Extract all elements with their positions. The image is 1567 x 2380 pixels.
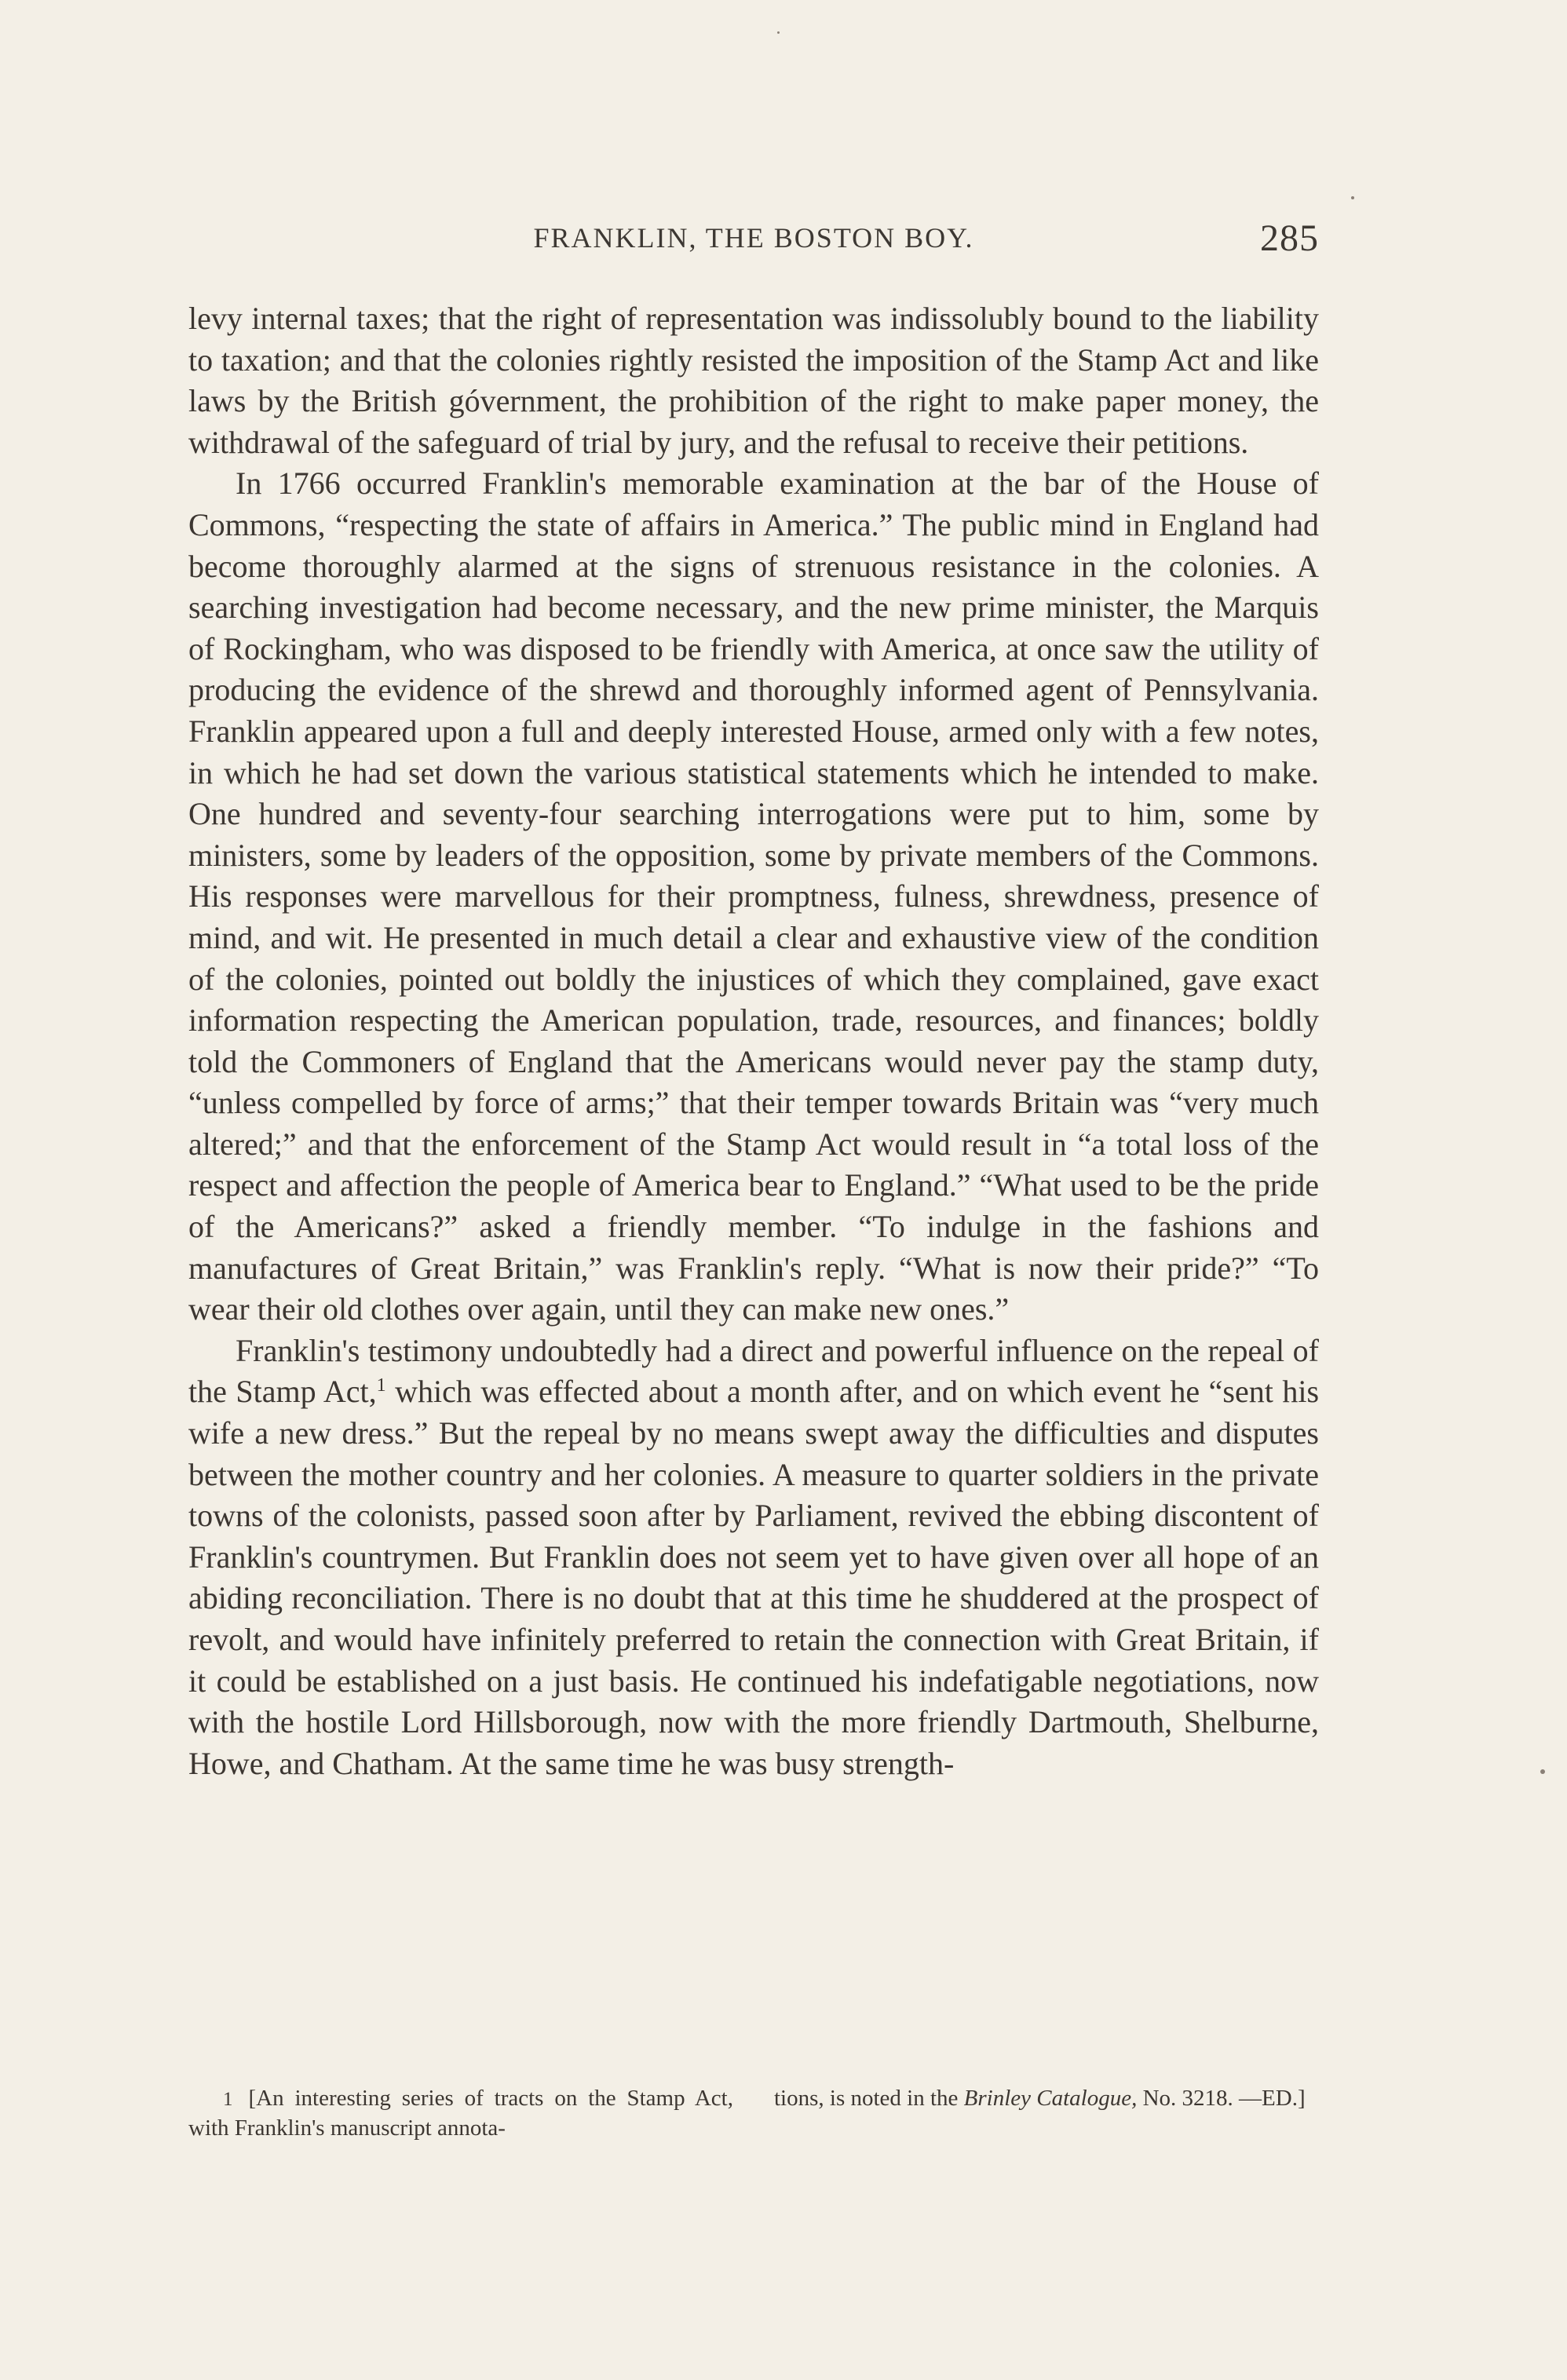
footnote-reference[interactable]: 1 — [376, 1375, 386, 1396]
footnote-column-2 — [774, 2084, 1319, 2143]
footnote-catalogue-title: Brinley Catalogue, — [963, 2086, 1138, 2111]
footnote-text-2b: No. 3218. —ED.] — [1137, 2086, 1306, 2111]
paragraph-2: In 1766 occurred Franklin's memorable examination at the bar of the House of Commons, “respecting the state of affairs in America.” The public mind in England had become thoroughly alarmed at the signs of strenuous resistance in the colonies. A searching investigation had become necessary, and the new prime minister, the Marquis of Rockingham, who was disposed to be friendly with America, at once saw the utility of producing the evidence of the shrewd and thoroughly informed agent of Pennsylvania. Franklin appeared upon a full and deeply interested House, armed only with a few notes, in which he had set down the various statistical statements which he intended to make. One hundred and seventy-four searching interrogations were put to him, some by ministers, some by leaders of the opposition, some by private members of the Commons. His responses were marvellous for their promptness, fulness, shrewdness, presence of mind, and wit. He presented in much detail a clear and exhaustive view of the condition of the colonies, pointed out boldly the injustices of which they complained, gave exact information respecting the American population, trade, resources, and finances; boldly told the Commoners of England that the Americans would never pay the stamp duty, “unless compelled by force of arms;” that their temper towards Britain was “very much altered;” and that the enforcement of the Stamp Act would result in “a total loss of the respect and affection the people of America bear to England.” “What used to be the pride of the Americans?” asked a friendly member. “To indulge in the fashions and manufactures of Great Britain,” was Franklin's reply. “What is now their pride?” “To wear their old clothes over again, until they can make new ones.” — [188, 465, 1319, 1327]
paragraph-3 — [188, 1331, 1319, 1785]
paragraph-3-part-1: Franklin's testimony undoubtedly had a direct and powerful influence on the repeal of the Stamp Act, — [188, 1332, 1319, 1410]
paragraph-3-part-2: which was effected about a month after, and on which event he “sent his wife a new dress.” But the repeal by no means swept away the difficulties and disputes between the mother country and her colonies. A measure to quarter soldiers in the private towns of the colonists, passed soon after by Parliament, revived the ebbing discontent of Franklin's countrymen. But Franklin does not seem yet to have given over all hope of an abiding reconciliation. There is no doubt that at this time he shuddered at the prospect of revolt, and would have infinitely preferred to retain the connection with Great Britain, if it could be established on a just basis. He continued his indefatigable negotiations, now with the hostile Lord Hillsborough, now with the more friendly Dartmouth, Shelburne, Howe, and Chatham. At the same time he was busy strength- — [188, 1374, 1320, 1781]
footnote-column-1 — [188, 2084, 733, 2143]
footnote — [188, 2084, 1319, 2143]
running-title: FRANKLIN, THE BOSTON BOY. — [533, 222, 974, 254]
page-number: 285 — [1260, 217, 1319, 259]
footnote-text-2a: tions, is noted in the — [774, 2086, 964, 2111]
footnote-marker: 1 — [223, 2089, 233, 2110]
paper-speck — [1540, 1769, 1545, 1774]
paper-speck — [1351, 196, 1354, 199]
body-text — [188, 298, 1319, 1784]
footnote-text-1: [An interesting series of tracts on the Stamp Act, with Franklin's manuscript annota- — [188, 2086, 733, 2141]
paragraph-1: levy internal taxes; that the right of representation was indissolubly bound to the liability to taxation; and that the colonies rightly resisted the imposition of the Stamp Act and like laws by the British góvernment, the prohibition of the right to make paper money, the withdrawal of the safeguard of trial by jury, and the refusal to receive their petitions. — [188, 301, 1319, 460]
running-head — [188, 217, 1319, 268]
paper-speck — [777, 31, 780, 34]
